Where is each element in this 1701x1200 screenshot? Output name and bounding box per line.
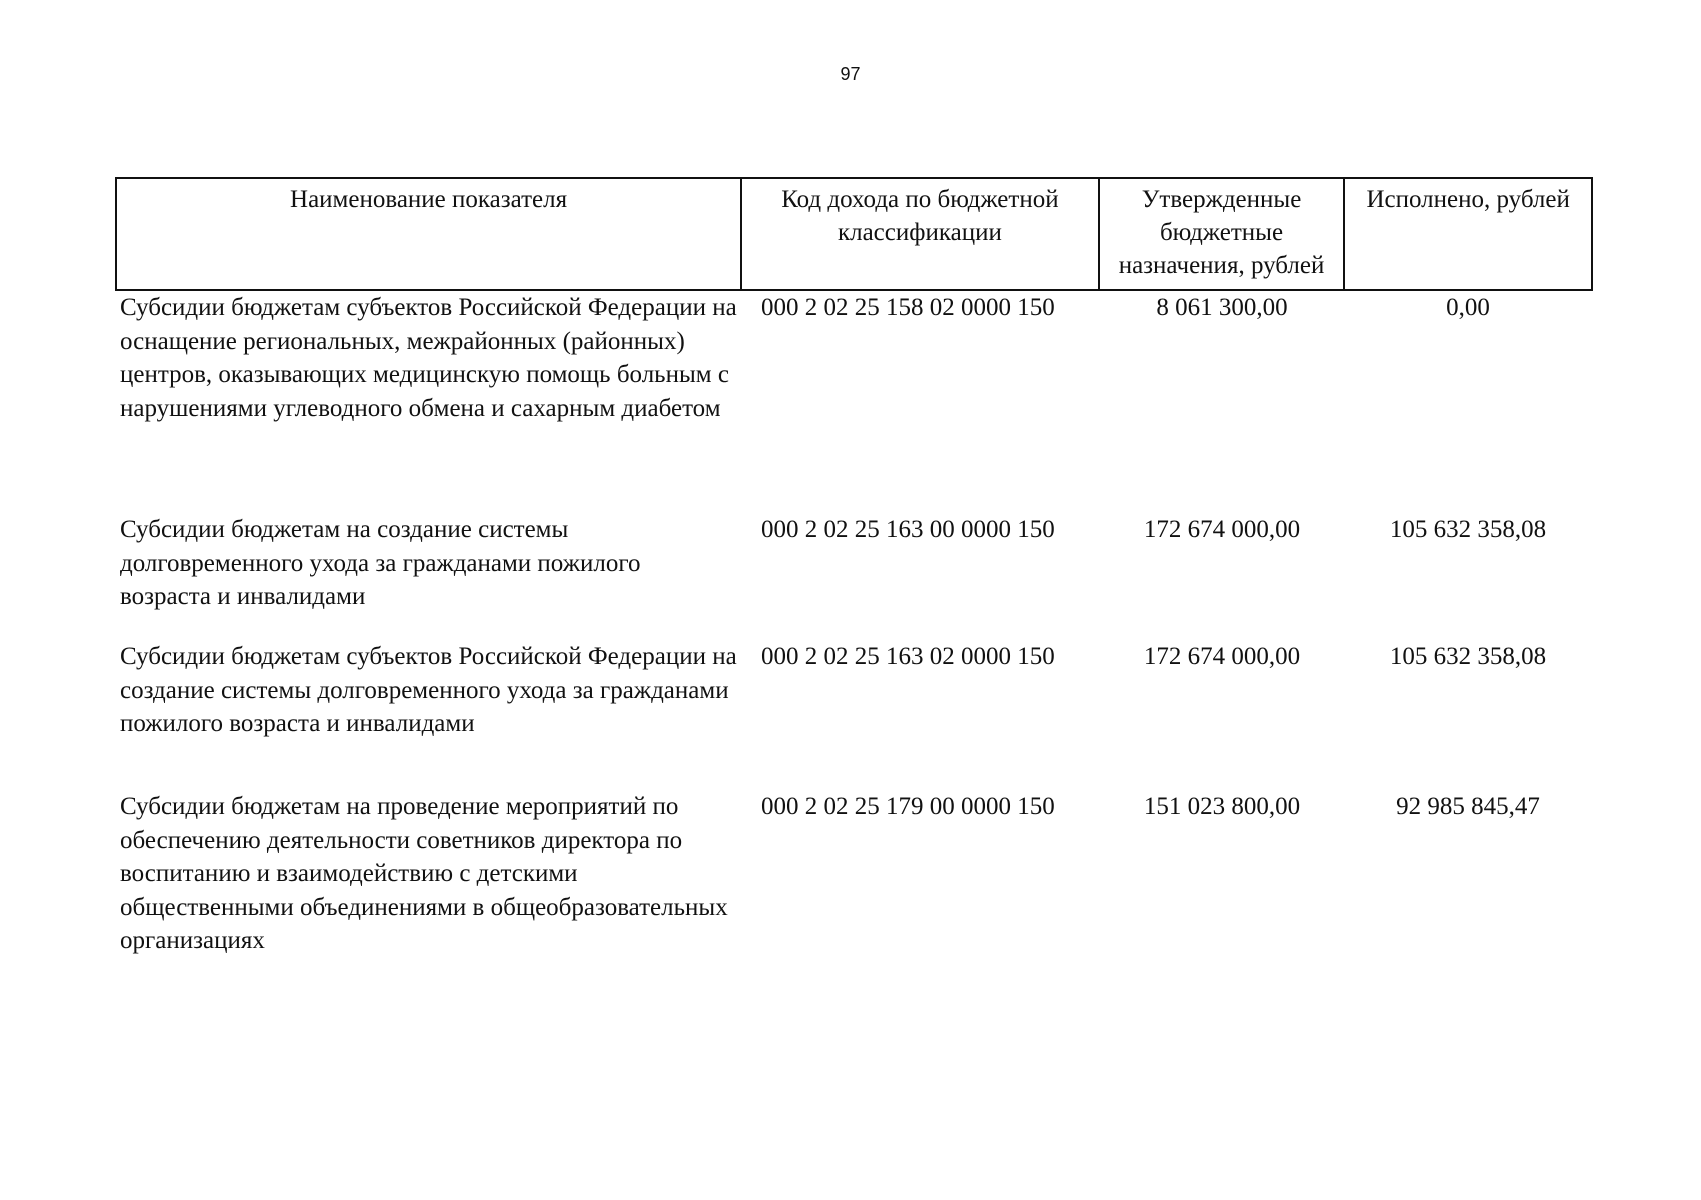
row-executed: 105 632 358,08 <box>1389 516 1547 543</box>
row-approved: 172 674 000,00 <box>1143 516 1301 543</box>
header-code: Код дохода по бюджетной классификации <box>742 179 1100 289</box>
table-header <box>115 177 1593 291</box>
row-name: Субсидии бюджетам субъектов Российской Федерации на создание системы долговременного ухода за гражданами пожилого возраста и инвалидами <box>120 643 737 737</box>
row-name: Субсидии бюджетам на создание системы долговременного ухода за гражданами пожилого возраста и инвалидами <box>120 516 641 610</box>
row-code: 000 2 02 25 163 00 0000 150 <box>761 516 1055 543</box>
row-code: 000 2 02 25 158 02 0000 150 <box>761 294 1055 321</box>
row-name: Субсидии бюджетам субъектов Российской Федерации на оснащение региональных, межрайонных (районных) центров, оказывающих медицинскую помощь больным с нарушениями углеводного обмена и сахарным диабетом <box>120 294 737 422</box>
table-row <box>115 790 1593 960</box>
table-body <box>115 291 1593 960</box>
row-executed: 0,00 <box>1446 294 1490 321</box>
header-approved: Утвержденные бюджетные назначения, рублей <box>1100 179 1346 289</box>
header-executed: Исполнено, рублей <box>1366 186 1570 213</box>
page-number: 97 <box>840 64 861 84</box>
row-approved: 8 061 300,00 <box>1156 294 1288 321</box>
row-code: 000 2 02 25 163 02 0000 150 <box>761 643 1055 670</box>
header-name: Наименование показателя <box>117 179 742 289</box>
row-approved: 151 023 800,00 <box>1143 793 1301 820</box>
row-code: 000 2 02 25 179 00 0000 150 <box>761 793 1055 820</box>
table-row <box>115 513 1593 640</box>
row-executed: 105 632 358,08 <box>1389 643 1547 670</box>
row-approved: 172 674 000,00 <box>1143 643 1301 670</box>
row-executed: 92 985 845,47 <box>1396 793 1540 820</box>
table-row <box>115 640 1593 790</box>
table-row <box>115 291 1593 513</box>
row-name: Субсидии бюджетам на проведение мероприятий по обеспечению деятельности советников директора по воспитанию и взаимодействию с детскими общественными объединениями в общеобразовательных организациях <box>120 793 728 954</box>
